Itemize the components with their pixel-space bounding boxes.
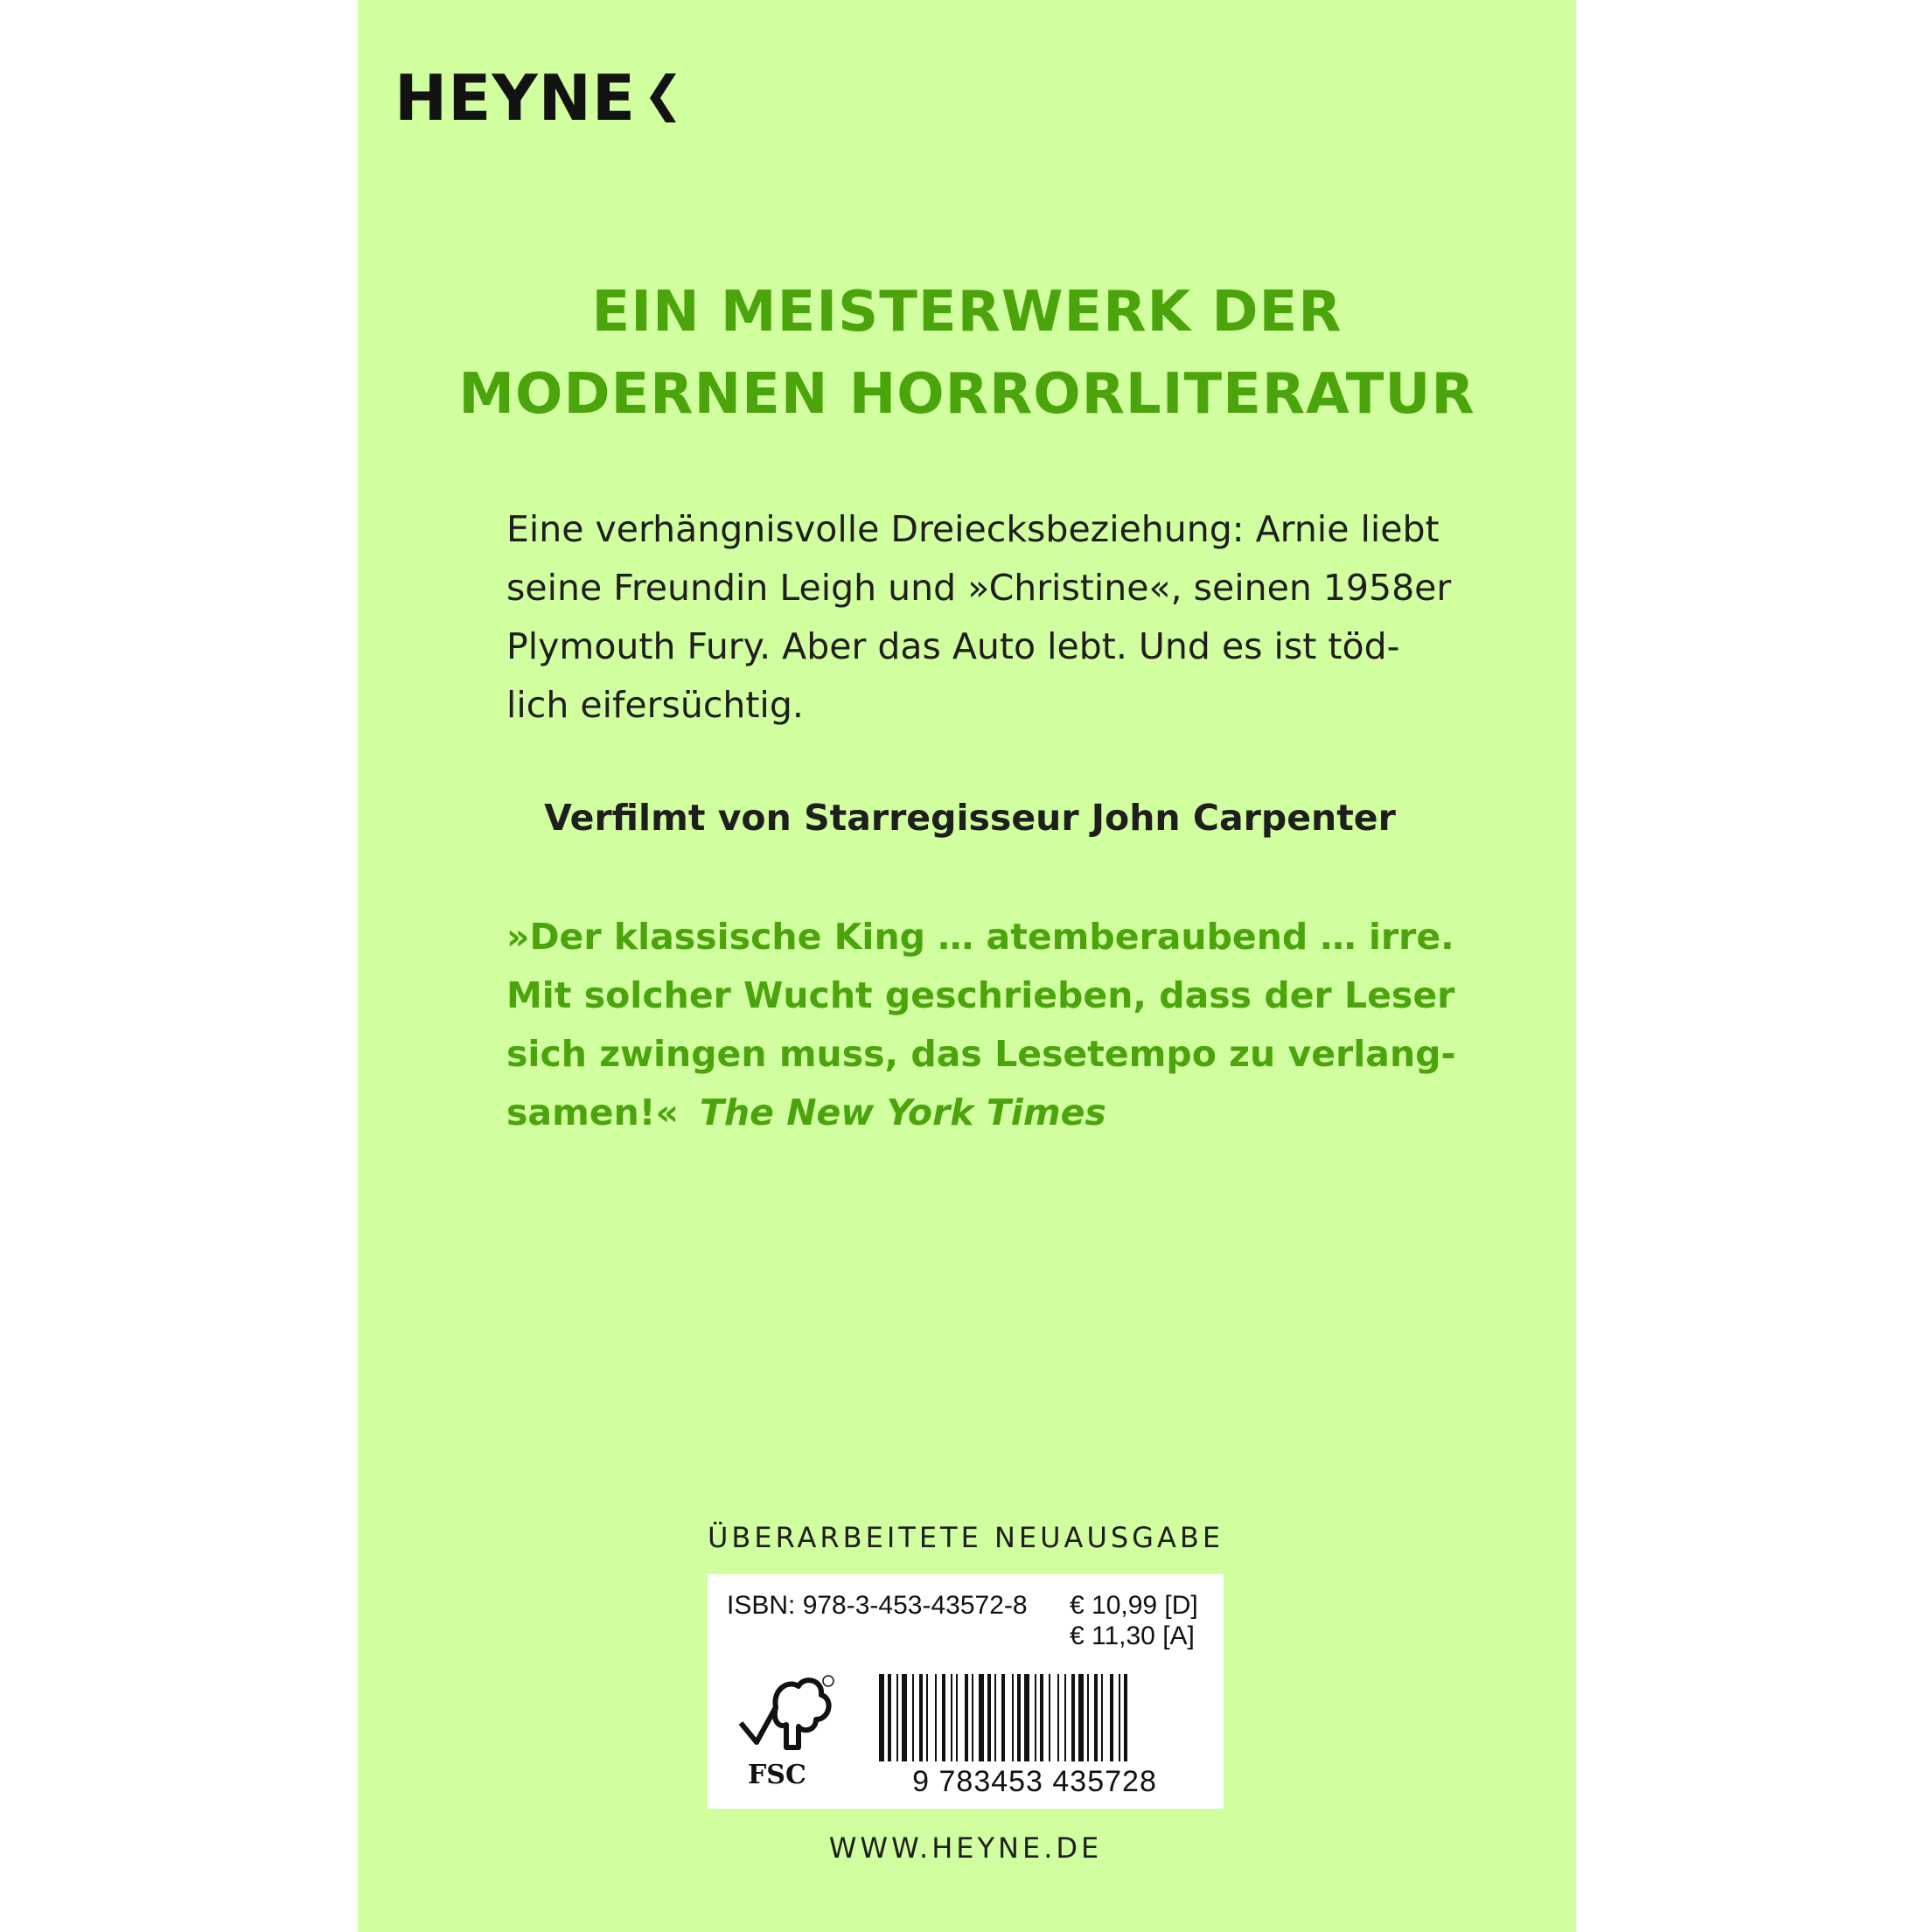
barcode-bar: [902, 1674, 907, 1761]
barcode-bar: [896, 1674, 898, 1761]
quote-source: The New York Times: [699, 1092, 1106, 1133]
logo-text: HEYNE: [394, 61, 637, 135]
barcode-bars: [879, 1674, 1127, 1761]
quote-line-3: sich zwingen muss, das Lesetempo zu verlang-: [506, 1033, 1456, 1075]
barcode-bar: [912, 1674, 914, 1761]
blurb-line-4: lich eifersüchtig.: [506, 684, 804, 726]
barcode-bar: [1071, 1674, 1075, 1761]
barcode-bar: [1110, 1674, 1113, 1761]
price-germany: € 10,99 [D]: [1070, 1591, 1198, 1620]
book-back-cover: [358, 0, 1576, 1932]
barcode-bar: [1057, 1674, 1059, 1761]
barcode-bar: [1017, 1674, 1021, 1761]
headline: [393, 271, 1541, 436]
barcode-bar: [965, 1674, 968, 1761]
barcode-bar: [979, 1674, 984, 1761]
headline-line-1: EIN MEISTERWERK DER: [591, 280, 1343, 345]
blurb: [506, 500, 1452, 735]
price-austria: € 11,30 [A]: [1070, 1622, 1195, 1650]
barcode-bar: [956, 1674, 958, 1761]
website: WWW.HEYNE.DE: [828, 1831, 1103, 1865]
blurb-line-3: Plymouth Fury. Aber das Auto lebt. Und es ist töd-: [506, 625, 1400, 667]
barcode-bar: [1001, 1674, 1005, 1761]
fsc-tree-icon: [734, 1672, 839, 1760]
barcode-bar: [942, 1674, 945, 1761]
review-quote: [506, 908, 1456, 1142]
barcode-bar: [994, 1674, 996, 1761]
quote-line-4: samen!«: [506, 1092, 679, 1133]
barcode-bar: [888, 1674, 891, 1761]
barcode-bar: [935, 1674, 937, 1761]
isbn-price-label: [708, 1574, 1224, 1809]
barcode-bar: [1035, 1674, 1036, 1761]
barcode-bar: [1078, 1674, 1084, 1761]
blurb-line-1: Eine verhängnisvolle Dreiecksbeziehung: Arnie liebt: [506, 508, 1440, 550]
barcode-bar: [1094, 1674, 1098, 1761]
isbn: ISBN: 978-3-453-43572-8: [727, 1591, 1028, 1620]
barcode-bar: [1101, 1674, 1103, 1761]
barcode-bar: [879, 1674, 884, 1761]
quote-line-4-row: [506, 1084, 1433, 1142]
barcode-bar: [1024, 1674, 1029, 1761]
barcode-bar: [1124, 1674, 1127, 1761]
fsc-logo: [734, 1672, 839, 1795]
barcode-bar: [1119, 1674, 1120, 1761]
heyne-logo: [394, 63, 678, 133]
chevron-left-icon: [648, 72, 678, 124]
barcode-bar: [1087, 1674, 1089, 1761]
barcode-bar: [926, 1674, 928, 1761]
barcode-bar: [1012, 1674, 1014, 1761]
barcode-bar: [919, 1674, 923, 1761]
barcode-bar: [1040, 1674, 1043, 1761]
barcode-bar: [1049, 1674, 1050, 1761]
fsc-text: FSC: [748, 1760, 806, 1790]
blurb-line-2: seine Freundin Leigh und »Christine«, seinen 1958er: [506, 567, 1452, 609]
barcode: [860, 1672, 1210, 1795]
barcode-bar: [972, 1674, 973, 1761]
barcode-bar: [1064, 1674, 1066, 1761]
film-note: Verfilmt von Starregisseur John Carpenter: [544, 797, 1396, 839]
quote-line-2: Mit solcher Wucht geschrieben, dass der Leser: [506, 974, 1455, 1016]
barcode-bar: [951, 1674, 952, 1761]
edition-note: ÜBERARBEITETE NEUAUSGABE: [708, 1521, 1224, 1554]
barcode-number: 9 783453 435728: [912, 1765, 1157, 1795]
barcode-bar: [987, 1674, 991, 1761]
headline-line-2: MODERNEN HORRORLITERATUR: [458, 362, 1475, 427]
quote-line-1: »Der klassische King … atemberaubend … irre.: [506, 916, 1454, 958]
